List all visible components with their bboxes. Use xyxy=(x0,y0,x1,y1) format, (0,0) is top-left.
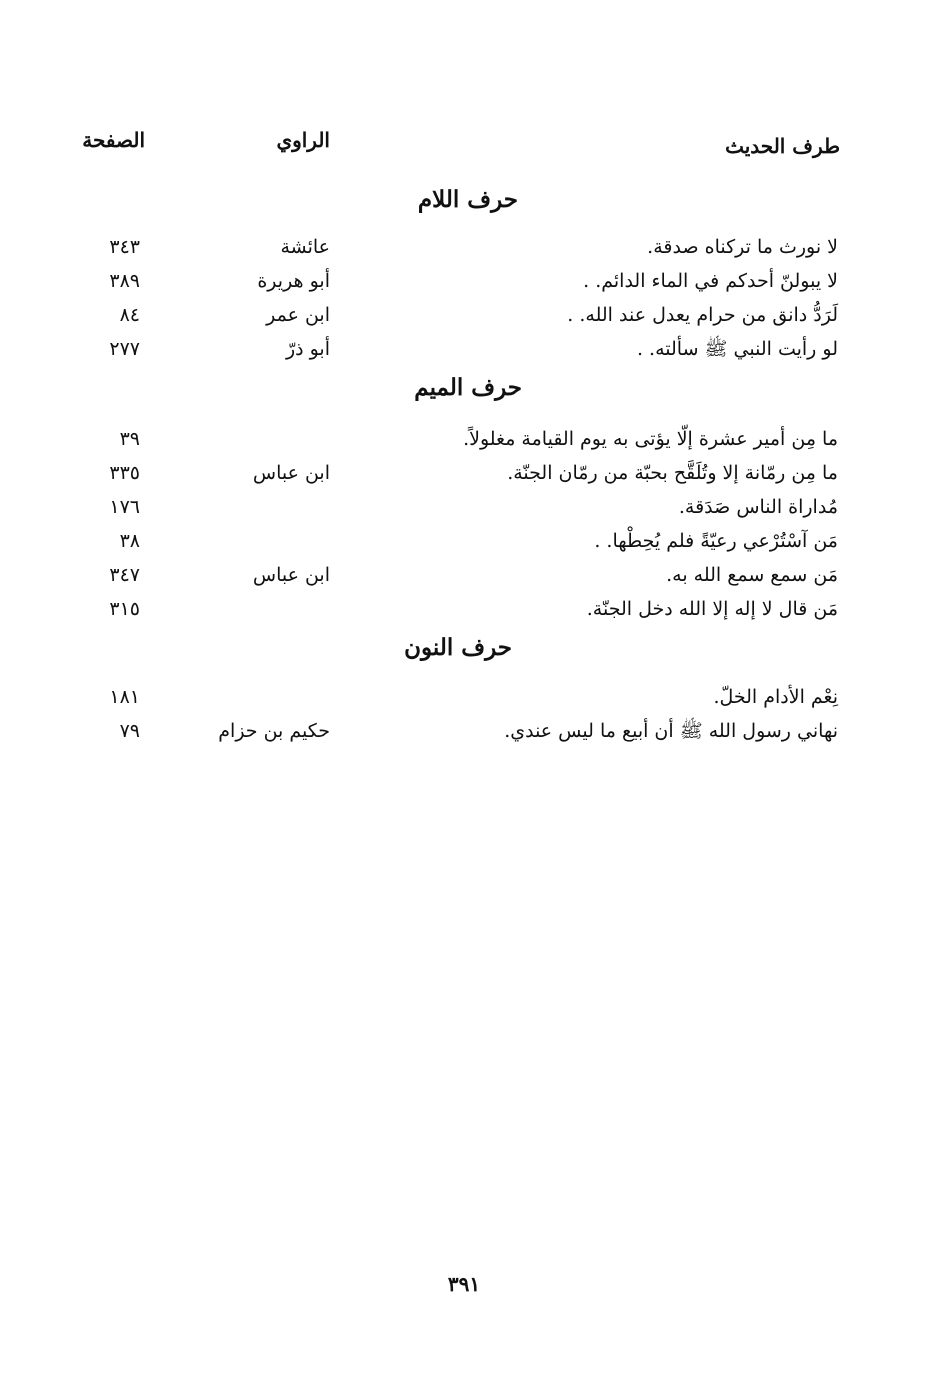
hadith-text: مُداراة الناس صَدَقة. xyxy=(678,496,838,518)
table-row xyxy=(0,558,928,592)
narrator-name: أبو هريرة xyxy=(257,270,330,292)
table-row xyxy=(0,592,928,626)
hadith-text: مَن آسْتُرْعي رعيّةً فلم يُحِطْها. . xyxy=(594,530,838,552)
hadith-text: لا يبولنّ أحدكم في الماء الدائم. . xyxy=(583,270,838,292)
section-title-nun: حرف النون xyxy=(404,634,512,661)
column-header-narrator: الراوي xyxy=(276,128,330,152)
narrator-name: ابن عباس xyxy=(252,462,330,484)
hadith-text: ما مِن أمير عشرة إلّا يؤتى به يوم القيامة مغلولاً. xyxy=(463,428,838,450)
page-number: ٣٤٧ xyxy=(109,564,140,586)
table-row xyxy=(0,298,928,332)
hadith-text: مَن قال لا إله إلا الله دخل الجنّة. xyxy=(586,598,838,620)
section-title-lam: حرف اللام xyxy=(417,186,518,213)
table-row xyxy=(0,524,928,558)
hadith-text: لو رأيت النبي ﷺ سألته. . xyxy=(636,338,838,360)
page-number: ٣٣٥ xyxy=(109,462,140,484)
page-number: ٣٨ xyxy=(119,530,140,552)
hadith-text: لا نورث ما تركناه صدقة. xyxy=(647,236,838,258)
hadith-text: نِعْم الأدام الخلّ. xyxy=(713,686,838,708)
table-row xyxy=(0,490,928,524)
page-number: ٣٩ xyxy=(119,428,140,450)
narrator-name: حكيم بن حزام xyxy=(218,720,330,742)
page-number: ١٨١ xyxy=(109,686,140,708)
page-number: ٣٤٣ xyxy=(109,236,140,258)
page-number: ٧٩ xyxy=(119,720,140,742)
section-title-mim: حرف الميم xyxy=(414,374,522,401)
table-row xyxy=(0,422,928,456)
hadith-text: مَن سمع سمع الله به. xyxy=(666,564,838,586)
table-row xyxy=(0,264,928,298)
narrator-name: ابن عمر xyxy=(266,304,330,326)
table-row xyxy=(0,714,928,748)
page-number: ٨٤ xyxy=(119,304,140,326)
page-number: ١٧٦ xyxy=(109,496,140,518)
table-row xyxy=(0,332,928,366)
hadith-text: لَرَدُّ دانق من حرام يعدل عند الله. . xyxy=(567,304,838,326)
page-number: ٣٨٩ xyxy=(109,270,140,292)
page-number: ٣١٥ xyxy=(109,598,140,620)
table-row xyxy=(0,230,928,264)
hadith-text: ما مِن رمّانة إلا وتُلَقَّح بحبّة من رمّان الجنّة. xyxy=(507,462,838,484)
page-number: ٢٧٧ xyxy=(109,338,140,360)
hadith-text: نهاني رسول الله ﷺ أن أبيع ما ليس عندي. xyxy=(504,720,838,742)
narrator-name: ابن عباس xyxy=(252,564,330,586)
column-header-hadith: طرف الحديث xyxy=(725,134,840,158)
column-header-page: الصفحة xyxy=(82,128,145,152)
table-row xyxy=(0,456,928,490)
narrator-name: أبو ذرّ xyxy=(285,338,330,360)
page-folio-number: ٣٩١ xyxy=(447,1272,481,1296)
narrator-name: عائشة xyxy=(280,236,330,258)
table-row xyxy=(0,680,928,714)
